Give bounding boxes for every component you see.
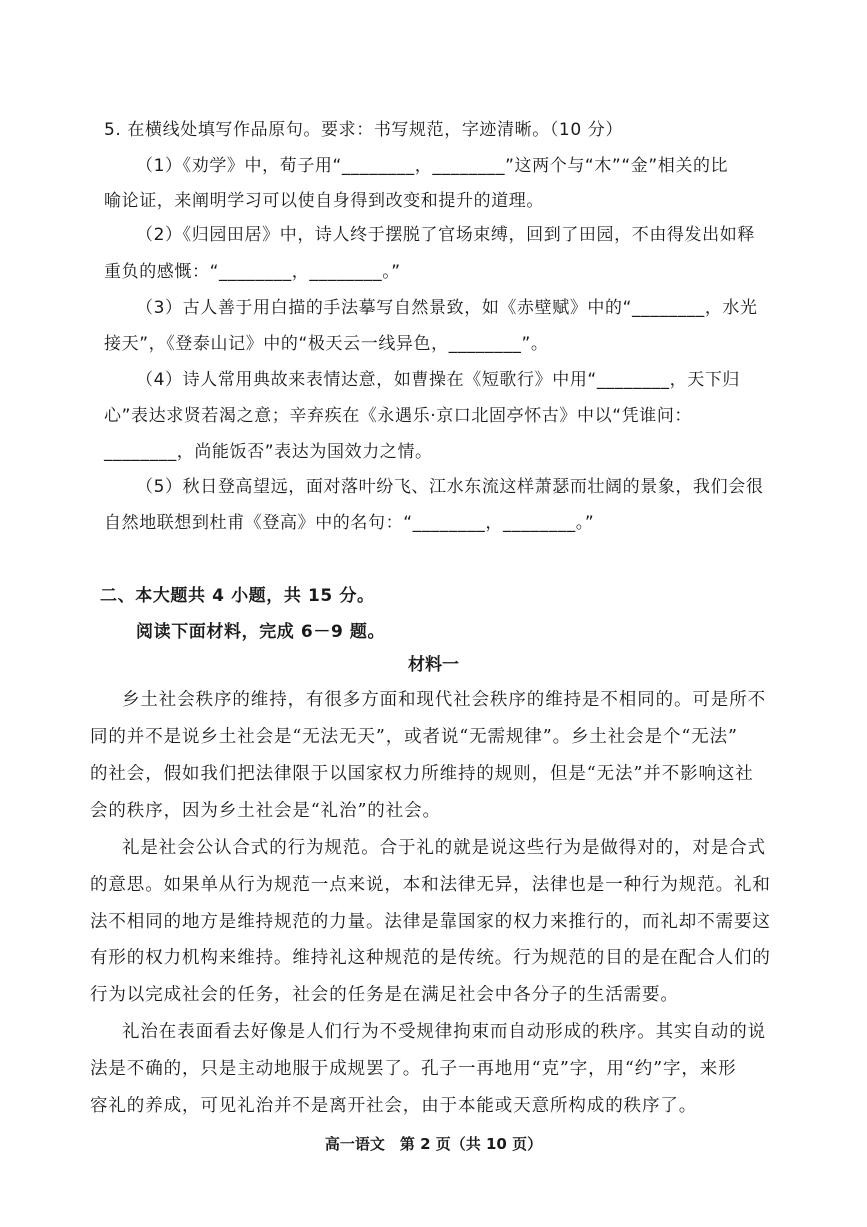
question-5-line: （2）《归园田居》中，诗人终于摆脱了官场束缚，回到了田园，不由得发出如释: [136, 225, 755, 245]
material-line: 法是不确的，只是主动地服于成规罢了。孔子一再地用“克”字，用“约”字，来形: [90, 1059, 737, 1079]
question-5-line: （1）《劝学》中，荀子用“________，________”这两个与“木”“金”相关的比: [136, 156, 729, 176]
material-line: 法不相同的地方是维持规范的力量。法律是靠国家的权力来推行的，而礼却不需要这: [90, 912, 771, 932]
section-heading: 二、本大题共 4 小题，共 15 分。: [100, 586, 375, 606]
question-5-line: （3）古人善于用白描的手法摹写自然景致，如《赤壁赋》中的“________，水光: [136, 298, 758, 318]
question-5-line: 重负的感慨：“________，________。”: [104, 262, 401, 282]
page-footer: 高一语文 第 2 页（共 10 页）: [324, 1135, 543, 1153]
material-line: 同的并不是说乡土社会是“无法无天”，或者说“无需规律”。乡土社会是个“无法”: [90, 727, 738, 747]
question-5-line: 喻论证，来阐明学习可以使自身得到改变和提升的道理。: [104, 191, 544, 211]
material-line: 的意思。如果单从行为规范一点来说，本和法律无异，法律也是一种行为规范。礼和: [90, 875, 771, 895]
question-5-line: 接天”，《登泰山记》中的“极天云一线异色，________”。: [104, 334, 549, 354]
question-5-line: ________，尚能饭否”表达为国效力之情。: [104, 442, 433, 462]
material-line: 行为以完成社会的任务，社会的任务是在满足社会中各分子的生活需要。: [90, 985, 679, 1005]
question-5-line: （5）秋日登高望远，面对落叶纷飞、江水东流这样萧瑟而壮阔的景象，我们会很: [136, 477, 764, 497]
question-5-stem: 5. 在横线处填写作品原句。要求：书写规范，字迹清晰。（10 分）: [104, 120, 623, 140]
section-instruction: 阅读下面材料，完成 6－9 题。: [136, 622, 386, 642]
material-line: 礼是社会公认合式的行为规范。合于礼的就是说这些行为是做得对的，对是合式: [122, 838, 766, 858]
material-line: 的社会，假如我们把法律限于以国家权力所维持的规则，但是“无法”并不影响这社: [90, 764, 754, 784]
material-title: 材料一: [408, 655, 459, 675]
question-5-line: （4）诗人常用典故来表情达意，如曹操在《短歌行》中用“________，天下归: [136, 370, 741, 390]
question-5-line: 心”表达求贤若渴之意；辛弃疾在《永遇乐·京口北固亭怀古》中以“凭谁问：: [104, 406, 693, 426]
material-line: 礼治在表面看去好像是人们行为不受规律拘束而自动形成的秩序。其实自动的说: [122, 1022, 766, 1042]
material-line: 有形的权力机构来维持。维持礼这种规范的是传统。行为规范的目的是在配合人们的: [90, 948, 771, 968]
material-line: 乡土社会秩序的维持，有很多方面和现代社会秩序的维持是不相同的。可是所不: [122, 690, 766, 710]
material-line: 会的秩序，因为乡土社会是“礼治”的社会。: [90, 801, 441, 821]
question-5-line: 自然地联想到杜甫《登高》中的名句：“________，________。”: [104, 513, 595, 533]
material-line: 容礼的养成，可见礼治并不是离开社会，由于本能或天意所构成的秩序了。: [90, 1096, 698, 1116]
